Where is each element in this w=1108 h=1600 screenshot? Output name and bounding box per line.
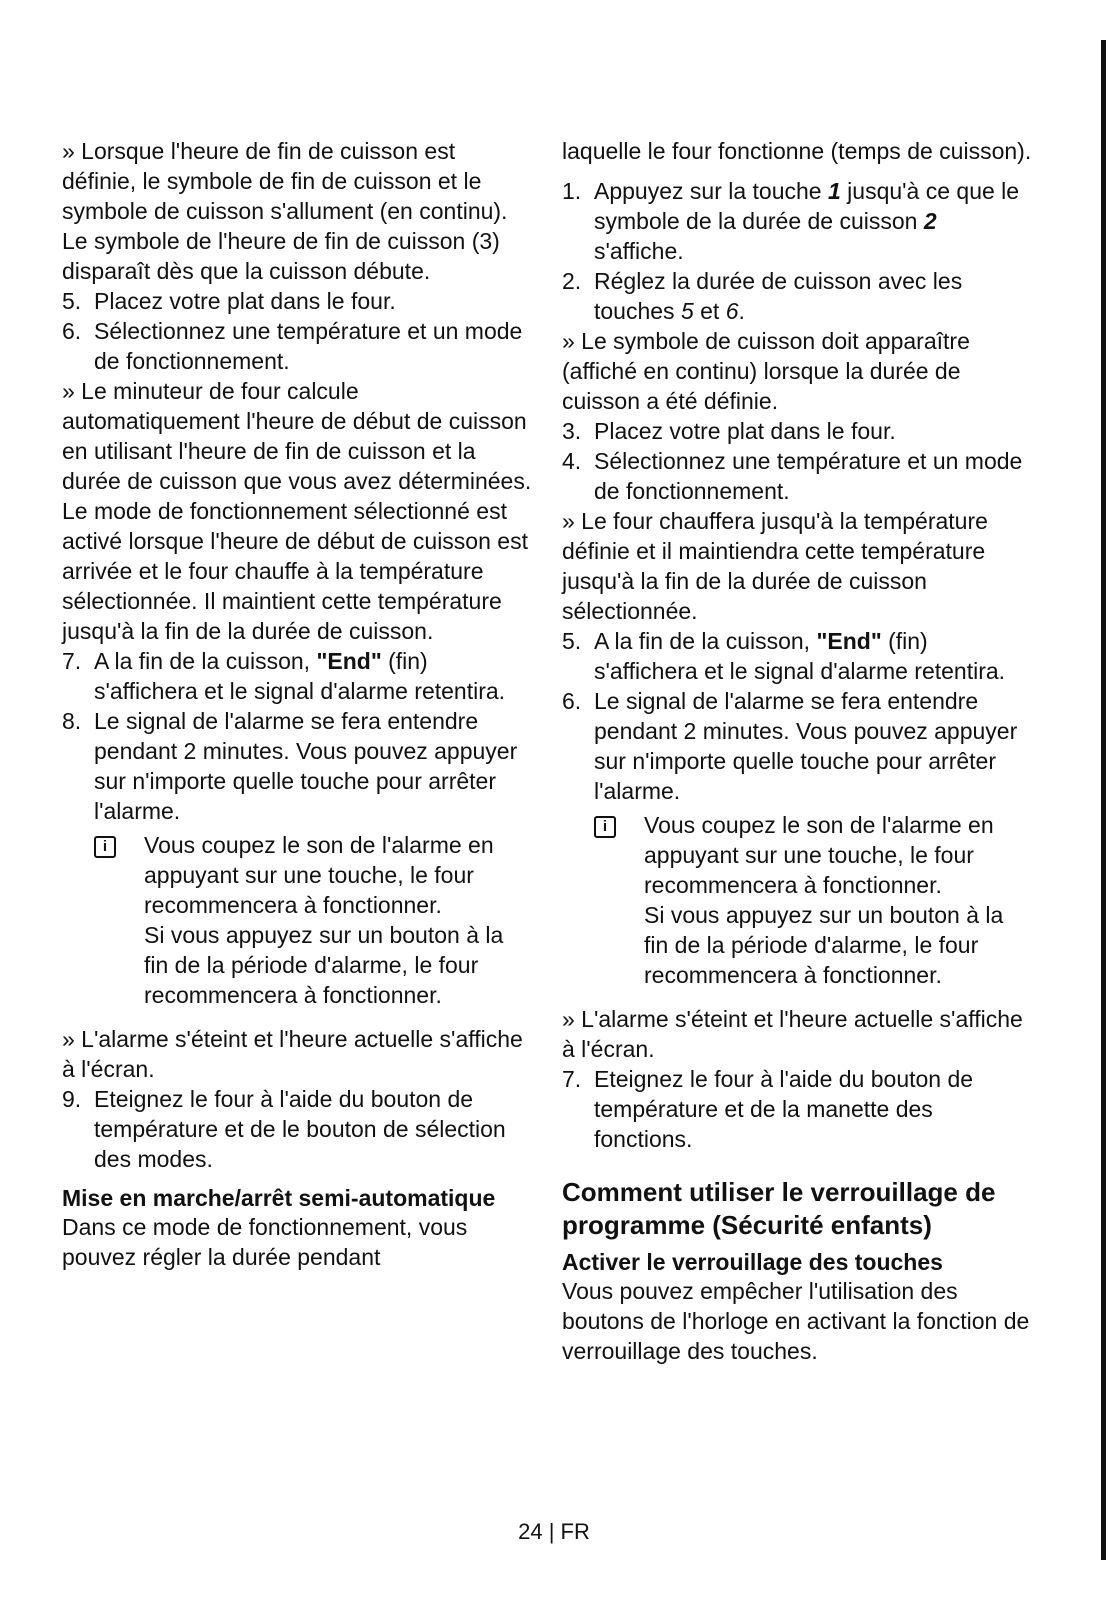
numbered-list [62,286,532,376]
item-text: Eteignez le four à l'aide du bouton de température et de le bouton de sélection des modes. [94,1086,506,1172]
paragraph: » Le minuteur de four calcule automatiquement l'heure de début de cuisson en utilisant l'heure de fin de cuisson et la durée de cuisson que vous avez déterminées. Le mode de fonctionnement sélectionné est activé lorsque l'heure de début de cuisson est arrivée et le four chauffe à la température sélectionnée. Il maintient cette température jusqu'à la fin de la durée de cuisson. [62,378,532,644]
item-text-part: et [693,298,726,324]
list-item [562,686,1032,806]
info-icon: i [94,836,116,858]
item-text [94,646,532,706]
item-text [594,176,1032,266]
list-item [562,1064,1032,1154]
item-text-part: (fin) s'affichera et le signal d'alarme retentira. [594,628,1006,684]
key-label: 1 [827,178,841,204]
page-number: 24 | FR [518,1519,590,1544]
item-text-part: (fin) s'affichera et le signal d'alarme retentira. [94,648,506,704]
item-text: Sélectionnez une température et un mode de fonctionnement. [94,318,523,374]
end-label: "End" [316,648,382,674]
item-number: 8. [62,708,82,734]
info-line: Vous coupez le son de l'alarme en appuyant sur une touche, le four recommencera à fonctionner. [644,812,994,898]
list-item [562,266,1032,326]
section-heading: Activer le verrouillage des touches [562,1249,943,1275]
item-text-part: A la fin de la cuisson, [594,628,817,654]
list-item [62,1084,532,1174]
list-item [62,286,532,316]
list-item [562,446,1032,506]
paragraph: Vous pouvez empêcher l'utilisation des boutons de l'horloge en activant la fonction de verrouillage des touches. [562,1278,1030,1364]
list-item [62,646,532,706]
item-text [594,626,1032,686]
section-title: Comment utiliser le verrouillage de programme (Sécurité enfants) [562,1177,996,1240]
item-text [594,266,1032,326]
symbol-label: 2 [923,208,937,234]
item-number: 7. [62,648,82,674]
item-text: Placez votre plat dans le four. [94,288,396,314]
item-text: Le signal de l'alarme se fera entendre pendant 2 minutes. Vous pouvez appuyer sur n'importe quelle touche pour arrêter l'alarme. [94,708,518,824]
key-label: 5 [680,298,694,324]
list-item [562,176,1032,266]
item-number: 1. [562,178,582,204]
page-edge-line [1101,40,1106,1560]
end-label: "End" [816,628,882,654]
info-line: Si vous appuyez sur un bouton à la fin de la période d'alarme, le four recommencera à fonctionner. [644,902,1004,988]
item-text-part: s'affiche. [594,238,684,264]
key-label: 6 [725,298,739,324]
item-text-part: Réglez la durée de cuisson avec les touches [594,268,963,324]
info-note [94,830,532,1010]
info-line: Vous coupez le son de l'alarme en appuyant sur une touche, le four recommencera à fonctionner. [144,832,494,918]
item-number: 9. [62,1086,82,1112]
paragraph: Dans ce mode de fonctionnement, vous pouvez régler la durée pendant [62,1214,468,1270]
info-icon: i [594,816,616,838]
item-number: 7. [562,1066,582,1092]
paragraph: » L'alarme s'éteint et l'heure actuelle s'affiche à l'écran. [562,1006,1023,1062]
item-number: 5. [62,288,82,314]
item-text-part: Appuyez sur la touche [594,178,828,204]
list-item [562,416,1032,446]
item-number: 6. [62,318,82,344]
right-column [562,136,1032,1366]
item-text: Eteignez le four à l'aide du bouton de température et de la manette des fonctions. [594,1066,974,1152]
info-text [144,830,532,1010]
info-text [644,810,1032,990]
item-number: 4. [562,448,582,474]
paragraph: » Lorsque l'heure de fin de cuisson est définie, le symbole de fin de cuisson et le symbole de cuisson s'allument (en continu). Le symbole de l'heure de fin de cuisson (3) disparaît dès que la cuisson débute. [62,138,508,284]
list-item [62,706,532,826]
item-text: Sélectionnez une température et un mode de fonctionnement. [594,448,1023,504]
list-item [62,316,532,376]
paragraph: » Le four chauffera jusqu'à la température définie et il maintiendra cette température jusqu'à la fin de la durée de cuisson sélectionnée. [562,508,988,624]
item-text-part: jusqu'à ce que le symbole de la durée de cuisson [594,178,1020,234]
item-number: 2. [562,268,582,294]
left-column [62,136,532,1272]
paragraph: » L'alarme s'éteint et l'heure actuelle s'affiche à l'écran. [62,1026,523,1082]
item-number: 6. [562,688,582,714]
info-line: Si vous appuyez sur un bouton à la fin de la période d'alarme, le four recommencera à fonctionner. [144,922,504,1008]
paragraph: laquelle le four fonctionne (temps de cuisson). [562,138,1032,164]
info-note [594,810,1032,990]
item-text: Placez votre plat dans le four. [594,418,896,444]
item-number: 5. [562,628,582,654]
paragraph: » Le symbole de cuisson doit apparaître (affiché en continu) lorsque la durée de cuisson a été définie. [562,328,970,414]
item-text-part: . [738,298,745,324]
list-item [562,626,1032,686]
item-number: 3. [562,418,582,444]
item-text: Le signal de l'alarme se fera entendre pendant 2 minutes. Vous pouvez appuyer sur n'importe quelle touche pour arrêter l'alarme. [594,688,1018,804]
section-heading: Mise en marche/arrêt semi-automatique [62,1185,496,1211]
item-text-part: A la fin de la cuisson, [94,648,317,674]
